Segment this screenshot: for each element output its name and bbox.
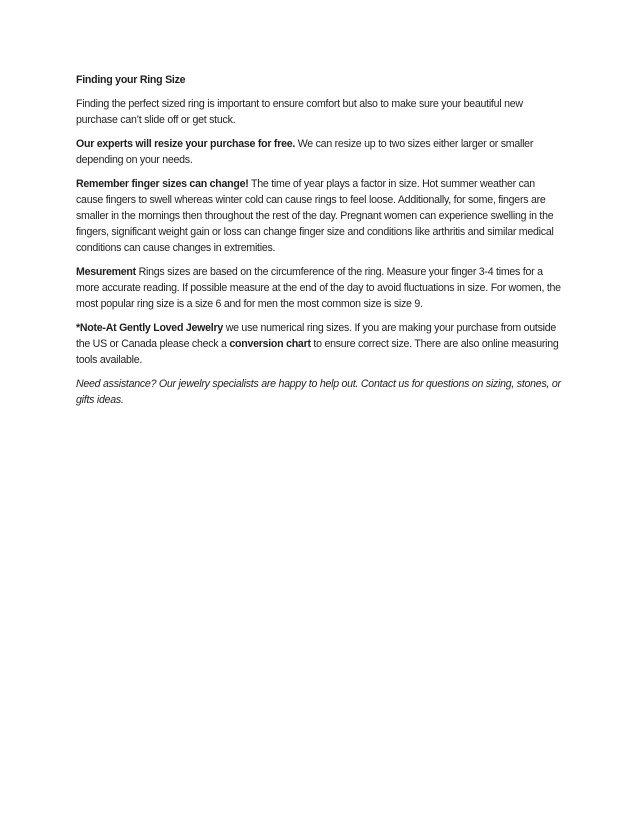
- resize-text: We can resize up to two sizes either larger or smaller depending on your needs.: [76, 138, 534, 166]
- note-paragraph: [76, 320, 562, 368]
- assistance-paragraph: Need assistance? Our jewelry specialists are happy to help out. Contact us for questions on sizing, stones, or gifts ideas.: [76, 378, 561, 406]
- note-lead: *Note-At Gently Loved Jewelry: [76, 322, 223, 334]
- remember-text: The time of year plays a factor in size. Hot summer weather can cause fingers to swell whereas winter cold can cause rings to feel loose. Additionally, for some, fingers are smaller in the mornings then throughout the rest of the day. Pregnant women can experience swelling in the fingers, significant weight gain or loss can change finger size and conditions like arthritis and similar medical conditions can cause changes in extremities.: [76, 178, 554, 254]
- resize-lead: Our experts will resize your purchase for free.: [76, 138, 296, 150]
- resize-paragraph: [76, 136, 562, 168]
- remember-paragraph: [76, 176, 562, 256]
- measurement-paragraph: [76, 264, 562, 312]
- measurement-text: Rings sizes are based on the circumference of the ring. Measure your finger 3-4 times for a more accurate reading. If possible measure at the end of the day to avoid fluctuations in size. For women, the most popular ring size is a size 6 and for men the most common size is size 9.: [76, 266, 561, 310]
- document-content: [76, 72, 562, 416]
- note-text-before: we use numerical ring sizes. If you are making your purchase from outside the US or Canada please check a: [76, 322, 557, 350]
- measurement-lead: Mesurement: [76, 266, 136, 278]
- intro-paragraph: Finding the perfect sized ring is important to ensure comfort but also to make sure your beautiful new purchase can’t slide off or get stuck.: [76, 98, 523, 126]
- note-text-after: to ensure correct size. There are also online measuring tools available.: [76, 338, 559, 366]
- conversion-chart-link: conversion chart: [229, 338, 311, 350]
- remember-lead: Remember finger sizes can change!: [76, 178, 249, 190]
- document-title: Finding your Ring Size: [76, 74, 186, 86]
